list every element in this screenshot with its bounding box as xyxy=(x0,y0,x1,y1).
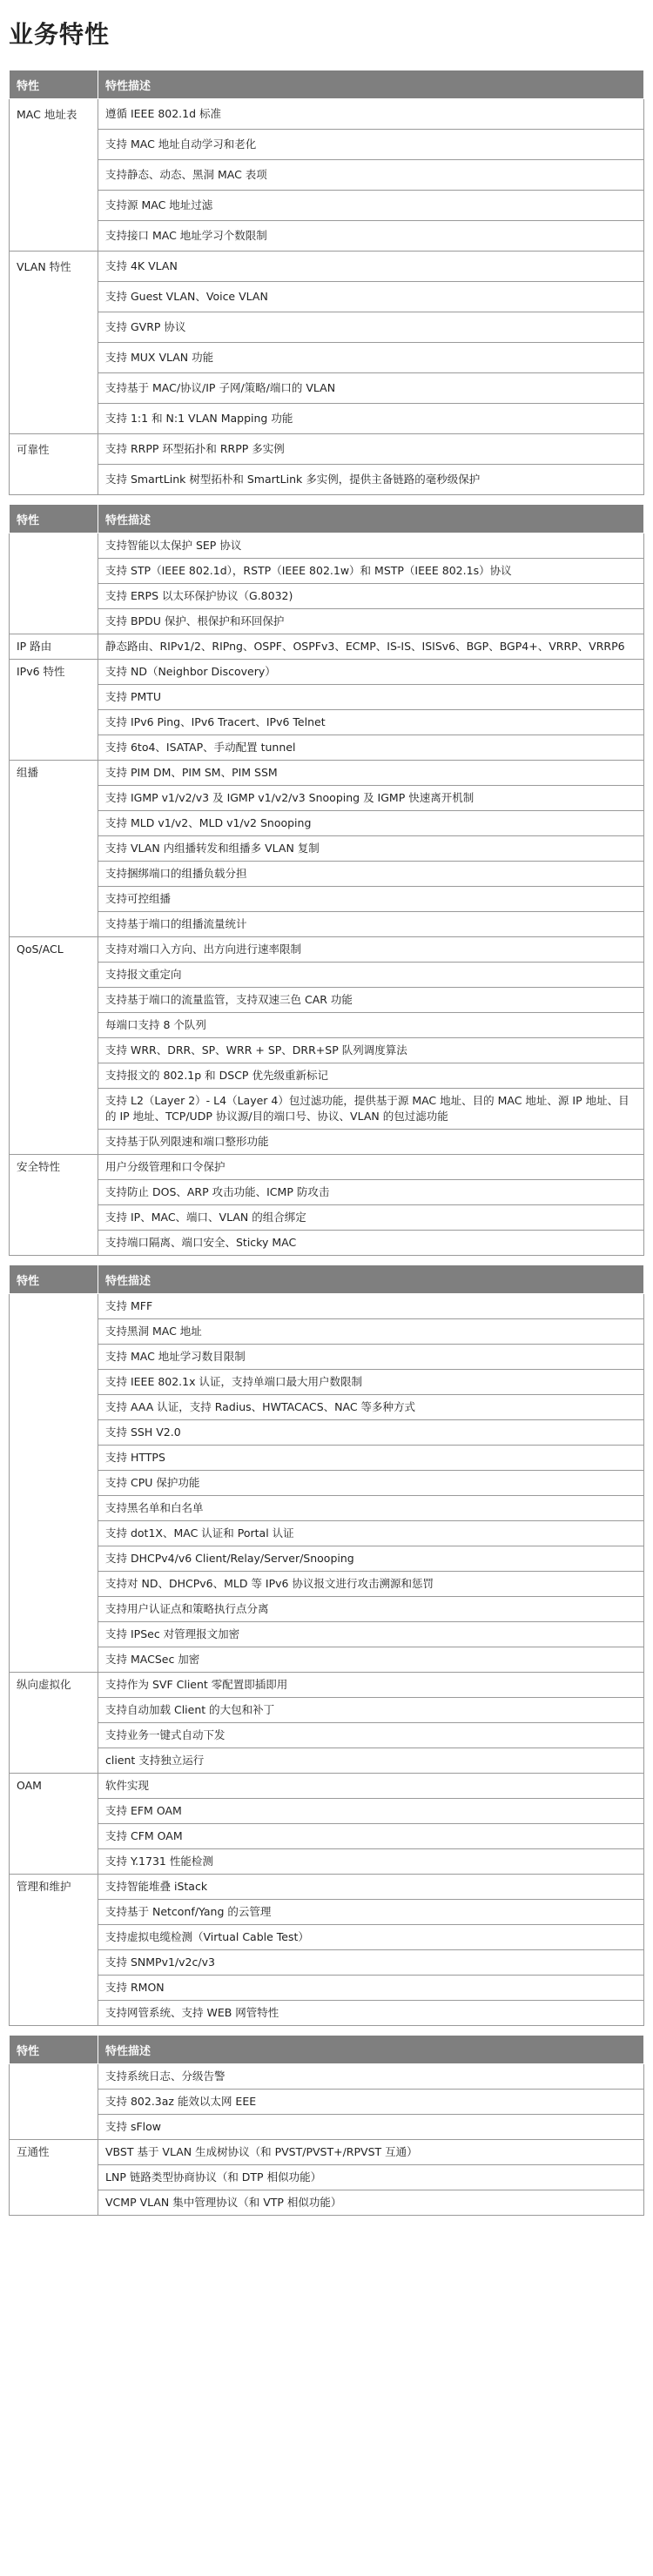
feature-description: 支持接口 MAC 地址学习个数限制 xyxy=(98,221,644,252)
table-row xyxy=(10,710,644,735)
table-row xyxy=(10,1420,644,1446)
feature-description: 支持 CPU 保护功能 xyxy=(98,1471,644,1496)
table-row xyxy=(10,912,644,937)
table-row xyxy=(10,2001,644,2026)
table-header-row xyxy=(10,1265,644,1294)
table-row xyxy=(10,1038,644,1063)
table-row xyxy=(10,130,644,160)
feature-category: 纵向虚拟化 xyxy=(10,1673,98,1774)
table-header-row xyxy=(10,2036,644,2064)
feature-category: 可靠性 xyxy=(10,434,98,495)
feature-description: 支持 MACSec 加密 xyxy=(98,1647,644,1673)
feature-description: VCMP VLAN 集中管理协议（和 VTP 相似功能） xyxy=(98,2190,644,2216)
feature-description: 支持 CFM OAM xyxy=(98,1824,644,1849)
feature-description: 支持静态、动态、黑洞 MAC 表项 xyxy=(98,160,644,191)
table-row xyxy=(10,2140,644,2165)
feature-description: 支持 IGMP v1/v2/v3 及 IGMP v1/v2/v3 Snooping 及 IGMP 快速离开机制 xyxy=(98,786,644,811)
table-row xyxy=(10,1950,644,1976)
table-row xyxy=(10,99,644,130)
feature-description: 支持端口隔离、端口安全、Sticky MAC xyxy=(98,1231,644,1256)
feature-description: 支持 SSH V2.0 xyxy=(98,1420,644,1446)
table-row xyxy=(10,533,644,559)
feature-description: 支持基于端口的组播流量统计 xyxy=(98,912,644,937)
table-row xyxy=(10,1723,644,1748)
feature-description: 支持对 ND、DHCPv6、MLD 等 IPv6 协议报文进行攻击溯源和惩罚 xyxy=(98,1572,644,1597)
table-row xyxy=(10,988,644,1013)
feature-description: 支持 802.3az 能效以太网 EEE xyxy=(98,2090,644,2115)
feature-description: 支持基于端口的流量监管，支持双速三色 CAR 功能 xyxy=(98,988,644,1013)
feature-description: 支持 6to4、ISATAP、手动配置 tunnel xyxy=(98,735,644,761)
table-row xyxy=(10,1673,644,1698)
table-row xyxy=(10,1774,644,1799)
feature-category: IP 路由 xyxy=(10,634,98,660)
feature-description: 支持报文的 802.1p 和 DSCP 优先级重新标记 xyxy=(98,1063,644,1089)
feature-category: 组播 xyxy=(10,761,98,937)
feature-description: 支持对端口入方向、出方向进行速率限制 xyxy=(98,937,644,963)
table-row xyxy=(10,937,644,963)
table-row xyxy=(10,1063,644,1089)
feature-description: 支持 STP（IEEE 802.1d），RSTP（IEEE 802.1w）和 MSTP（IEEE 802.1s）协议 xyxy=(98,559,644,584)
feature-description: 支持用户认证点和策略执行点分离 xyxy=(98,1597,644,1622)
table-row xyxy=(10,1395,644,1420)
header-description: 特性描述 xyxy=(98,505,644,533)
feature-description: 支持 DHCPv4/v6 Client/Relay/Server/Snooping xyxy=(98,1546,644,1572)
table-row xyxy=(10,1647,644,1673)
header-feature: 特性 xyxy=(10,505,98,533)
feature-description: 支持 sFlow xyxy=(98,2115,644,2140)
header-description: 特性描述 xyxy=(98,2036,644,2064)
feature-description: 支持 HTTPS xyxy=(98,1446,644,1471)
table-row xyxy=(10,1155,644,1180)
table-row xyxy=(10,1698,644,1723)
table-row xyxy=(10,1180,644,1205)
feature-description: 支持 SNMPv1/v2c/v3 xyxy=(98,1950,644,1976)
feature-description: 支持 IPv6 Ping、IPv6 Tracert、IPv6 Telnet xyxy=(98,710,644,735)
table-row xyxy=(10,1824,644,1849)
feature-description: 支持源 MAC 地址过滤 xyxy=(98,191,644,221)
table-row xyxy=(10,1572,644,1597)
feature-description: 每端口支持 8 个队列 xyxy=(98,1013,644,1038)
table-row xyxy=(10,1319,644,1345)
table-row xyxy=(10,343,644,373)
table-row xyxy=(10,373,644,404)
feature-category: VLAN 特性 xyxy=(10,252,98,434)
table-header-row xyxy=(10,70,644,99)
feature-description: 支持 ND（Neighbor Discovery） xyxy=(98,660,644,685)
table-row xyxy=(10,685,644,710)
table-row xyxy=(10,1294,644,1319)
table-row xyxy=(10,221,644,252)
feature-description: 用户分级管理和口令保护 xyxy=(98,1155,644,1180)
feature-description: 支持 MUX VLAN 功能 xyxy=(98,343,644,373)
table-row xyxy=(10,811,644,836)
table-header-row xyxy=(10,505,644,533)
table-row xyxy=(10,404,644,434)
feature-description: 支持基于队列限速和端口整形功能 xyxy=(98,1130,644,1155)
feature-description: 支持系统日志、分级告警 xyxy=(98,2064,644,2090)
table-row xyxy=(10,761,644,786)
feature-description: 支持 MFF xyxy=(98,1294,644,1319)
feature-category: OAM xyxy=(10,1774,98,1875)
table-row xyxy=(10,1597,644,1622)
table-row xyxy=(10,2090,644,2115)
table-row xyxy=(10,1849,644,1875)
feature-description: client 支持独立运行 xyxy=(98,1748,644,1774)
table-row xyxy=(10,1546,644,1572)
feature-description: 支持 L2（Layer 2）- L4（Layer 4）包过滤功能，提供基于源 MAC 地址、目的 MAC 地址、源 IP 地址、目的 IP 地址、TCP/UDP 协议源/目的端口号、协议、VLAN 的包过滤功能 xyxy=(98,1089,644,1130)
feature-description: 遵循 IEEE 802.1d 标准 xyxy=(98,99,644,130)
feature-description: 支持 1:1 和 N:1 VLAN Mapping 功能 xyxy=(98,404,644,434)
feature-description: LNP 链路类型协商协议（和 DTP 相似功能） xyxy=(98,2165,644,2190)
feature-description: 支持业务一键式自动下发 xyxy=(98,1723,644,1748)
feature-category: 互通性 xyxy=(10,2140,98,2216)
feature-description: 支持基于 MAC/协议/IP 子网/策略/端口的 VLAN xyxy=(98,373,644,404)
page-title: 业务特性 xyxy=(9,20,111,49)
feature-description: 支持 VLAN 内组播转发和组播多 VLAN 复制 xyxy=(98,836,644,862)
table-row xyxy=(10,282,644,312)
table-row xyxy=(10,584,644,609)
header-feature: 特性 xyxy=(10,1265,98,1294)
feature-description: 支持自动加载 Client 的大包和补丁 xyxy=(98,1698,644,1723)
table-row xyxy=(10,1875,644,1900)
table-row xyxy=(10,2190,644,2216)
table-row xyxy=(10,735,644,761)
table-row xyxy=(10,2064,644,2090)
table-row xyxy=(10,963,644,988)
feature-description: 支持 MLD v1/v2、MLD v1/v2 Snooping xyxy=(98,811,644,836)
table-row xyxy=(10,1976,644,2001)
feature-description: 支持 MAC 地址学习数目限制 xyxy=(98,1345,644,1370)
table-row xyxy=(10,1370,644,1395)
feature-description: 支持 RMON xyxy=(98,1976,644,2001)
table-row xyxy=(10,2165,644,2190)
header-feature: 特性 xyxy=(10,70,98,99)
feature-description: 支持 Y.1731 性能检测 xyxy=(98,1849,644,1875)
feature-sections xyxy=(9,70,644,2224)
table-row xyxy=(10,1205,644,1231)
feature-description: 支持 WRR、DRR、SP、WRR + SP、DRR+SP 队列调度算法 xyxy=(98,1038,644,1063)
feature-description: 支持 ERPS 以太环保护协议（G.8032) xyxy=(98,584,644,609)
feature-description: 支持作为 SVF Client 零配置即插即用 xyxy=(98,1673,644,1698)
feature-description: 静态路由、RIPv1/2、RIPng、OSPF、OSPFv3、ECMP、IS-IS、ISISv6、BGP、BGP4+、VRRP、VRRP6 xyxy=(98,634,644,660)
table-row xyxy=(10,836,644,862)
table-row xyxy=(10,634,644,660)
table-row xyxy=(10,887,644,912)
table-row xyxy=(10,1089,644,1130)
feature-description: 支持 IEEE 802.1x 认证，支持单端口最大用户数限制 xyxy=(98,1370,644,1395)
feature-description: 支持智能堆叠 iStack xyxy=(98,1875,644,1900)
feature-description: 支持虚拟电缆检测（Virtual Cable Test） xyxy=(98,1925,644,1950)
feature-description: 支持黑洞 MAC 地址 xyxy=(98,1319,644,1345)
table-row xyxy=(10,1521,644,1546)
feature-table xyxy=(9,2035,644,2216)
table-row xyxy=(10,1130,644,1155)
table-row xyxy=(10,1471,644,1496)
feature-category: 管理和维护 xyxy=(10,1875,98,2026)
feature-description: 支持 4K VLAN xyxy=(98,252,644,282)
table-row xyxy=(10,862,644,887)
feature-description: 软件实现 xyxy=(98,1774,644,1799)
table-row xyxy=(10,312,644,343)
table-row xyxy=(10,1799,644,1824)
table-row xyxy=(10,1925,644,1950)
feature-description: 支持 RRPP 环型拓扑和 RRPP 多实例 xyxy=(98,434,644,465)
table-row xyxy=(10,786,644,811)
table-row xyxy=(10,160,644,191)
feature-description: 支持网管系统、支持 WEB 网管特性 xyxy=(98,2001,644,2026)
feature-description: 支持 PIM DM、PIM SM、PIM SSM xyxy=(98,761,644,786)
feature-category: MAC 地址表 xyxy=(10,99,98,252)
feature-description: 支持黑名单和白名单 xyxy=(98,1496,644,1521)
feature-description: 支持 PMTU xyxy=(98,685,644,710)
feature-description: 支持 EFM OAM xyxy=(98,1799,644,1824)
table-row xyxy=(10,1496,644,1521)
table-row xyxy=(10,252,644,282)
feature-description: 支持智能以太保护 SEP 协议 xyxy=(98,533,644,559)
feature-category xyxy=(10,1294,98,1673)
feature-description: 支持可控组播 xyxy=(98,887,644,912)
table-row xyxy=(10,559,644,584)
feature-category xyxy=(10,533,98,634)
header-description: 特性描述 xyxy=(98,1265,644,1294)
table-row xyxy=(10,1345,644,1370)
table-row xyxy=(10,2115,644,2140)
feature-description: 支持 AAA 认证，支持 Radius、HWTACACS、NAC 等多种方式 xyxy=(98,1395,644,1420)
feature-table xyxy=(9,70,644,495)
feature-description: 支持 dot1X、MAC 认证和 Portal 认证 xyxy=(98,1521,644,1546)
feature-description: 支持 IP、MAC、端口、VLAN 的组合绑定 xyxy=(98,1205,644,1231)
table-row xyxy=(10,1231,644,1256)
feature-description: 支持报文重定向 xyxy=(98,963,644,988)
table-row xyxy=(10,1748,644,1774)
table-row xyxy=(10,191,644,221)
feature-description: 支持 Guest VLAN、Voice VLAN xyxy=(98,282,644,312)
feature-table xyxy=(9,504,644,1256)
table-row xyxy=(10,465,644,495)
feature-description: 支持防止 DOS、ARP 攻击功能、ICMP 防攻击 xyxy=(98,1180,644,1205)
feature-description: 支持 BPDU 保护、根保护和环回保护 xyxy=(98,609,644,634)
feature-description: 支持捆绑端口的组播负载分担 xyxy=(98,862,644,887)
feature-category xyxy=(10,2064,98,2140)
table-row xyxy=(10,1900,644,1925)
feature-description: 支持 SmartLink 树型拓朴和 SmartLink 多实例，提供主备链路的毫秒级保护 xyxy=(98,465,644,495)
feature-category: 安全特性 xyxy=(10,1155,98,1256)
feature-category: QoS/ACL xyxy=(10,937,98,1155)
feature-category: IPv6 特性 xyxy=(10,660,98,761)
header-description: 特性描述 xyxy=(98,70,644,99)
table-row xyxy=(10,1622,644,1647)
feature-description: 支持 MAC 地址自动学习和老化 xyxy=(98,130,644,160)
feature-description: 支持基于 Netconf/Yang 的云管理 xyxy=(98,1900,644,1925)
feature-table xyxy=(9,1265,644,2026)
feature-description: 支持 GVRP 协议 xyxy=(98,312,644,343)
table-row xyxy=(10,609,644,634)
feature-description: VBST 基于 VLAN 生成树协议（和 PVST/PVST+/RPVST 互通） xyxy=(98,2140,644,2165)
table-row xyxy=(10,434,644,465)
table-row xyxy=(10,1013,644,1038)
table-row xyxy=(10,1446,644,1471)
header-feature: 特性 xyxy=(10,2036,98,2064)
table-row xyxy=(10,660,644,685)
feature-description: 支持 IPSec 对管理报文加密 xyxy=(98,1622,644,1647)
